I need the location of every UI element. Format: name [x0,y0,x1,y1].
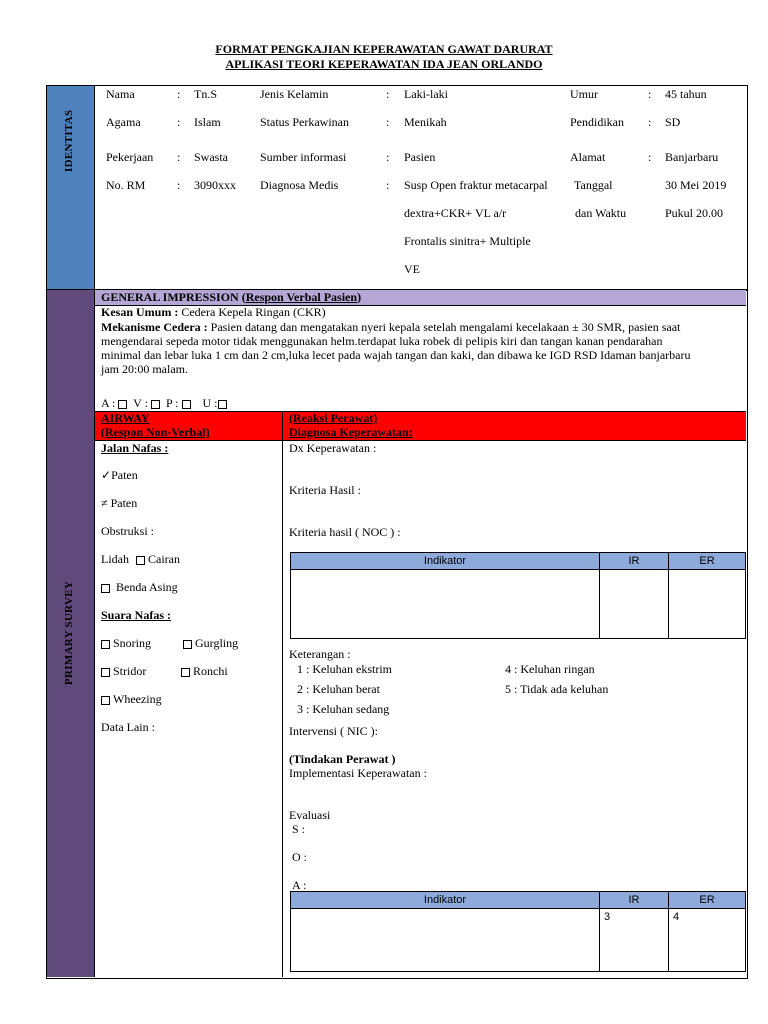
kriteria-hasil-label: Kriteria Hasil : [289,483,361,497]
eval-header-ir: IR [600,892,669,909]
tidak-paten-option[interactable] [101,496,137,511]
colon: : [648,150,652,164]
colon: : [177,150,181,164]
colon: : [386,150,390,164]
lidah-label: Lidah [101,552,129,566]
colon: : [177,87,181,101]
gurgling-checkbox[interactable] [183,640,192,649]
sumber-informasi-value: Pasien [404,150,436,164]
eval-cell-ir[interactable]: 3 [600,909,669,972]
no-rm-label: No. RM [106,178,146,192]
eval-cell-indikator[interactable] [291,909,600,972]
eval-table-row [291,909,746,972]
mekanisme-label: Mekanisme Cedera : [101,320,208,334]
alamat-label: Alamat [570,150,606,164]
mekanisme-line2: mengendarai sepeda motor tidak menggunakan helm.terdapat luka robek di pelipis kiri dan tangan kanan pendarahan [101,334,663,348]
kesan-umum-value: Cedera Kepela Ringan (CKR) [181,305,326,319]
no-rm-value: 3090xxx [194,178,236,192]
gi-title-close: ) [357,290,362,304]
cairan-label: Cairan [148,552,180,566]
diagnosa-medis-label: Diagnosa Medis [260,178,339,192]
implementasi-label: Implementasi Keperawatan : [289,766,427,780]
colon: : [177,115,181,129]
form-subtitle: APLIKASI TEORI KEPERAWATAN IDA JEAN ORLANDO [225,57,543,71]
eval-header-indikator: Indikator [291,892,600,909]
nama-value: Tn.S [194,87,218,101]
data-lain-label: Data Lain : [101,720,155,734]
wheezing-label: Wheezing [113,692,162,706]
tidak-paten-label: Paten [110,496,138,510]
agama-value: Islam [194,115,221,129]
avpu-row [101,396,230,411]
keterangan-label: Keterangan : [289,647,351,661]
cairan-checkbox[interactable] [136,556,145,565]
snoring-option[interactable] [101,636,151,651]
lidah-cairan-row [101,552,180,567]
waktu-value: Pukul 20.00 [665,206,724,220]
tindakan-perawat-label: (Tindakan Perawat ) [289,752,396,766]
status-perkawinan-label: Status Perkawinan [260,115,349,129]
noc-cell-ir[interactable] [600,570,669,639]
pendidikan-value: SD [665,115,681,129]
kriteria-noc-label: Kriteria hasil ( NOC ) : [289,525,401,539]
snoring-label: Snoring [113,636,152,650]
avpu-u-checkbox[interactable] [218,400,227,409]
benda-asing-checkbox[interactable] [101,584,110,593]
jenis-kelamin-label: Jenis Kelamin [260,87,329,101]
gi-title-underlined: Respon Verbal Pasien [245,290,358,304]
intervensi-label: Intervensi ( NIC ): [289,724,378,738]
gurgling-option[interactable] [183,636,238,651]
obstruksi-label: Obstruksi : [101,524,155,538]
colon: : [386,115,390,129]
eval-table-header-row [291,892,746,909]
keterangan-2: 2 : Keluhan berat [297,682,380,696]
not-equal-icon: ≠ [101,496,108,510]
avpu-v-checkbox[interactable] [151,400,160,409]
gi-title-text: GENERAL IMPRESSION ( [101,290,246,304]
noc-header-ir: IR [600,553,669,570]
colon: : [386,87,390,101]
evaluasi-o-label: O : [292,850,307,864]
tanggal-label: Tanggal [574,178,613,192]
status-perkawinan-value: Menikah [404,115,447,129]
kesan-umum [101,305,326,320]
avpu-p-label: P : [165,396,179,410]
evaluasi-s-label: S : [292,822,306,836]
nama-label: Nama [106,87,135,101]
agama-label: Agama [106,115,141,129]
ronchi-label: Ronchi [193,664,228,678]
diagnosa-medis-line3: Frontalis sinitra+ Multiple [404,234,531,248]
column-divider [282,411,283,977]
umur-value: 45 tahun [665,87,707,101]
pekerjaan-label: Pekerjaan [106,150,154,164]
colon: : [386,178,390,192]
alamat-value: Banjarbaru [665,150,719,164]
general-impression-title [101,290,361,305]
evaluasi-label: Evaluasi [289,808,331,822]
colon: : [648,87,652,101]
reaksi-subtitle: Diagnosa Keperawatan: [289,425,413,439]
reaksi-title: (Reaksi Perawat) [289,411,378,425]
avpu-u-label: U : [202,396,218,410]
diagnosa-medis-line1: Susp Open fraktur metacarpal [404,178,548,192]
keterangan-1: 1 : Keluhan ekstrim [297,662,392,676]
colon: : [648,115,652,129]
noc-indicator-table [290,552,746,639]
ronchi-option[interactable] [181,664,228,679]
jalan-nafas-label: Jalan Nafas : [101,441,169,455]
tanggal-value: 30 Mei 2019 [665,178,727,192]
noc-cell-er[interactable] [669,570,746,639]
noc-cell-indikator[interactable] [291,570,600,639]
avpu-v-label: V : [133,396,148,410]
avpu-a-label: A : [101,396,116,410]
ronchi-checkbox[interactable] [181,668,190,677]
waktu-label: dan Waktu [575,206,627,220]
mekanisme-line3: minimal dan lebar luka 1 cm dan 2 cm,luka lecet pada wajah tangan dan kaki, dan dibawa ke IGD RSD Idaman banjarbaru [101,348,691,362]
pekerjaan-value: Swasta [194,150,228,164]
suara-nafas-label: Suara Nafas : [101,608,172,622]
gurgling-label: Gurgling [195,636,239,650]
mekanisme-cedera [101,320,680,335]
noc-table-row [291,570,746,639]
stridor-label: Stridor [113,664,147,678]
diagnosa-medis-line2: dextra+CKR+ VL a/r [404,206,507,220]
noc-table-header-row [291,553,746,570]
noc-header-indikator: Indikator [291,553,600,570]
jenis-kelamin-value: Laki-laki [404,87,448,101]
evaluasi-a-label: A : [292,878,307,892]
stridor-checkbox[interactable] [101,668,110,677]
kesan-umum-label: Kesan Umum : [101,305,179,319]
diagnosa-medis-line4: VE [404,262,420,276]
mekanisme-line1: Pasien datang dan mengatakan nyeri kepala setelah mengalami kecelakaan ± 30 SMR, pasien saat [210,320,681,334]
avpu-p-checkbox[interactable] [182,400,191,409]
avpu-a-checkbox[interactable] [118,400,127,409]
wheezing-option[interactable] [101,692,162,707]
noc-header-er: ER [669,553,746,570]
primary-survey-label: PRIMARY SURVEY [63,580,75,685]
pendidikan-label: Pendidikan [570,115,624,129]
stridor-option[interactable] [101,664,146,679]
eval-header-er: ER [669,892,746,909]
eval-cell-er[interactable]: 4 [669,909,746,972]
check-icon: ✓ [101,468,112,482]
form-title: FORMAT PENGKAJIAN KEPERAWATAN GAWAT DARURAT [215,42,553,56]
snoring-checkbox[interactable] [101,640,110,649]
evaluasi-indicator-table [290,891,746,972]
paten-option[interactable] [101,468,138,483]
colon: : [177,178,181,192]
airway-subtitle: (Respon Non-Verbal) [101,425,210,439]
dx-keperawatan-label: Dx Keperawatan : [289,441,377,455]
mekanisme-line4: jam 20:00 malam. [101,362,188,376]
identitas-section [46,85,748,291]
benda-asing-label: Benda Asing [116,580,178,594]
sumber-informasi-label: Sumber informasi [260,150,347,164]
keterangan-3: 3 : Keluhan sedang [297,702,390,716]
wheezing-checkbox[interactable] [101,696,110,705]
paten-label: Paten [111,468,138,482]
airway-title: AIRWAY [101,411,150,425]
keterangan-5: 5 : Tidak ada keluhan [505,682,609,696]
umur-label: Umur [570,87,598,101]
benda-asing-option[interactable] [101,580,178,595]
identitas-label: IDENTITAS [63,109,75,172]
keterangan-4: 4 : Keluhan ringan [505,662,595,676]
